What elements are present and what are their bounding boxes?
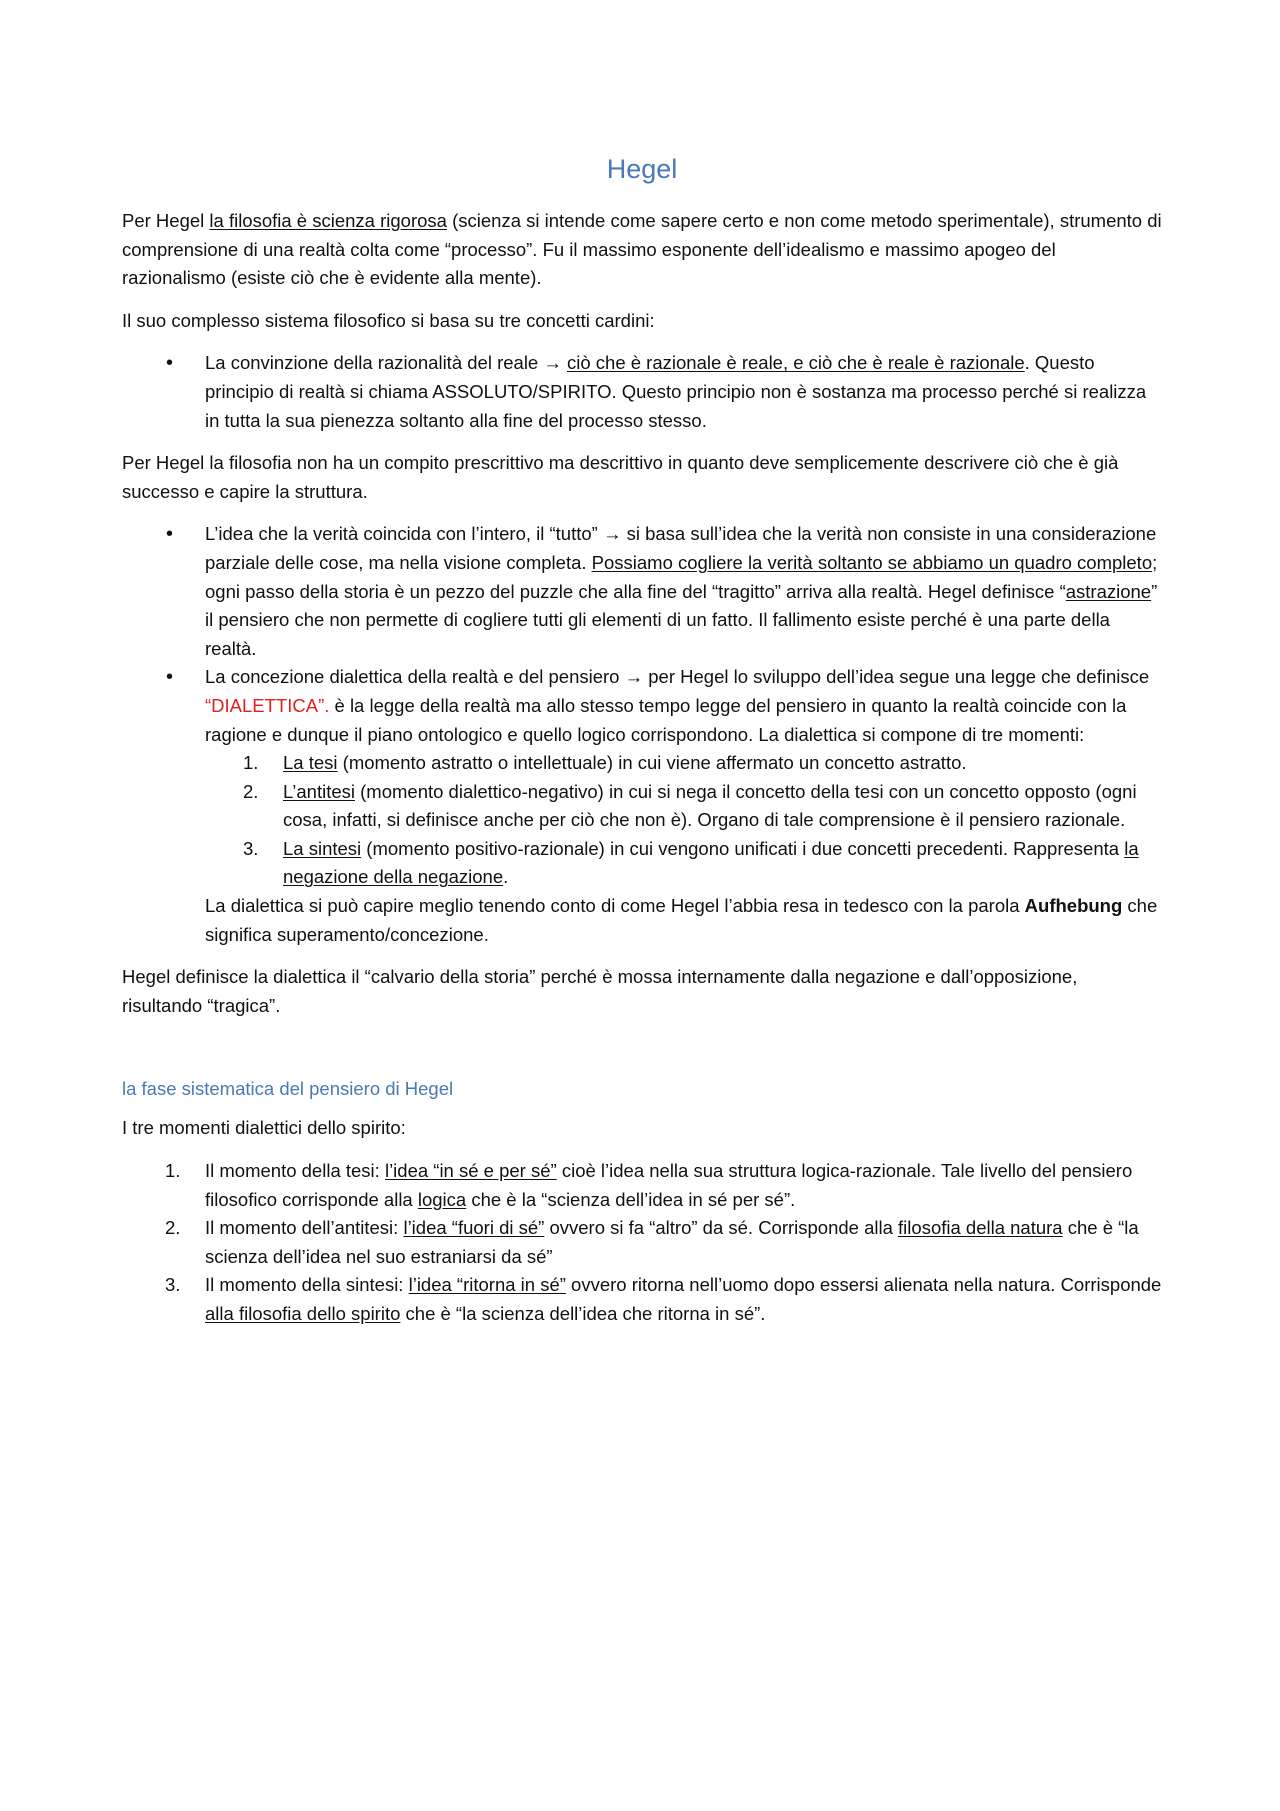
- dialettica-term: “DIALETTICA”.: [205, 694, 330, 716]
- bullet3-text-1: La concezione dialettica della realtà e del pensiero: [205, 666, 625, 688]
- bullet3-text-3: è la legge della realtà ma allo stesso tempo legge del pensiero in quanto la realtà coincide con la ragione e dunque il piano ontologico e quello logico corrispondono. La dialettica si compone di tre momenti:: [205, 694, 1127, 745]
- calvario-paragraph: Hegel definisce la dialettica il “calvario della storia” perché è mossa internamente dalla negazione e dall’opposizione, risultando “tragica”.: [122, 966, 1078, 1016]
- descriptive-paragraph: Per Hegel la filosofia non ha un compito prescrittivo ma descrittivo in quanto deve semplicemente descrivere ciò che è già successo e capire la struttura.: [122, 452, 1119, 502]
- spirit2-underline-2: filosofia della natura: [898, 1217, 1063, 1239]
- aufhebung-term: Aufhebung: [1024, 895, 1123, 917]
- bullet2-text-3: ; ogni passo della storia è un pezzo del puzzle che alla fine del “tragitto” arriva alla realtà. Hegel definisce “: [205, 551, 1158, 602]
- bullet-list-2: [122, 520, 1162, 949]
- bullet3-text-2: per Hegel lo sviluppo dell’idea segue una legge che definisce: [643, 666, 1150, 688]
- spirit3-text-1: Il momento della sintesi:: [205, 1274, 409, 1296]
- spirit3-text-2: ovvero ritorna nell’uomo dopo essersi alienata nella natura. Corrisponde: [565, 1274, 1162, 1296]
- spirit-moments-list: [122, 1157, 1162, 1329]
- spirit2-text-3: che è “la scienza dell’idea nel suo estraniarsi da sé”: [205, 1217, 1139, 1267]
- list-number: 1.: [165, 1160, 181, 1182]
- bullet2-text-2: si basa sull’idea che la verità non consiste in una considerazione parziale delle cose, ma nella visione completa.: [205, 523, 1157, 573]
- spirit2-underline-1: l’idea “fuori di sé”: [403, 1217, 545, 1239]
- moment-tesi-text: (momento astratto o intellettuale) in cui viene affermato un concetto astratto.: [337, 752, 967, 774]
- list-number: 2.: [243, 780, 259, 802]
- intro-underline: la filosofia è scienza rigorosa: [209, 210, 447, 231]
- bullet-list-1: [122, 349, 1162, 435]
- spirit1-text-2: cioè l’idea nella sua struttura logica-razionale. Tale livello del pensiero filosofico corrisponde alla: [205, 1160, 1133, 1210]
- bullet1-text-2: . Questo principio di realtà si chiama ASSOLUTO/SPIRITO. Questo principio non è sostanza ma processo perché si realizza in tutta la sua pienezza soltanto alla fine del processo stesso.: [205, 352, 1147, 431]
- section-intro: I tre momenti dialettici dello spirito:: [122, 1117, 406, 1139]
- moment-sintesi: [243, 835, 1162, 892]
- aufhebung-text-1: La dialettica si può capire meglio tenendo conto di come Hegel l’abbia resa in tedesco con la parola: [205, 895, 1025, 917]
- bullet1-text-1: La convinzione della razionalità del reale: [205, 352, 544, 374]
- intro-paragraph: [122, 207, 1162, 293]
- moment-tesi: [243, 749, 1162, 778]
- spirit-moment-tesi: [165, 1157, 1162, 1214]
- bullet2-text-1: L’idea che la verità coincida con l’intero, il “tutto”: [205, 523, 603, 545]
- moment-sintesi-term: La sintesi: [283, 837, 362, 859]
- moment-antitesi-term: L’antitesi: [283, 780, 355, 802]
- section-heading: la fase sistematica del pensiero di Hegel: [122, 1078, 454, 1100]
- bullet-rationality: [205, 349, 1162, 435]
- intro-text-1: Per Hegel: [122, 210, 210, 231]
- spirit-moment-sintesi: [165, 1271, 1162, 1328]
- moment-sintesi-end: .: [503, 866, 509, 888]
- moment-tesi-term: La tesi: [283, 752, 338, 774]
- bullet2-underline-2: astrazione: [1065, 580, 1152, 602]
- spirit1-text-1: Il momento della tesi:: [205, 1160, 385, 1182]
- aufhebung-note: [205, 892, 1162, 949]
- spirit1-underline-2: logica: [417, 1188, 467, 1210]
- list-number: 3.: [165, 1274, 181, 1296]
- spirit1-underline-1: l’idea “in sé e per sé”: [384, 1160, 557, 1182]
- arrow-icon: →: [543, 352, 562, 374]
- arrow-icon: →: [602, 523, 622, 545]
- moment-antitesi: [243, 778, 1162, 835]
- page-title: Hegel: [606, 154, 678, 184]
- spirit2-text-2: ovvero si fa “altro” da sé. Corrisponde alla: [544, 1217, 899, 1239]
- spirit2-text-1: Il momento dell’antitesi:: [205, 1217, 404, 1239]
- bullet-truth-whole: [205, 520, 1162, 663]
- bullet2-text-4: ” il pensiero che non permette di cogliere tutti gli elementi di un fatto. Il fallimento esiste perché è una parte della realtà.: [205, 580, 1158, 659]
- spirit3-text-3: che è “la scienza dell’idea che ritorna in sé”.: [400, 1303, 766, 1324]
- bullet2-underline-1: Possiamo cogliere la verità soltanto se abbiamo un quadro completo: [591, 551, 1153, 573]
- concepts-intro: Il suo complesso sistema filosofico si basa su tre concetti cardini:: [122, 309, 655, 331]
- bullet-dialectic: [205, 663, 1162, 949]
- moment-antitesi-text: (momento dialettico-negativo) in cui si nega il concetto della tesi con un concetto opposto (ogni cosa, infatti, si definisce anche per ciò che non è). Organo di tale comprensione è il pensiero razionale.: [283, 780, 1137, 831]
- aufhebung-text-2: che significa superamento/concezione.: [205, 895, 1158, 945]
- arrow-icon: →: [624, 666, 644, 688]
- bullet1-underline: ciò che è razionale è reale, e ciò che è reale è razionale: [567, 352, 1025, 374]
- spirit3-underline-2: alla filosofia dello spirito: [205, 1303, 401, 1324]
- intro-text-2: (scienza si intende come sapere certo e non come metodo sperimentale), strumento di comprensione di una realtà colta come “processo”. Fu il massimo esponente dell’idealismo e massimo apogeo del razionalismo (esiste ciò che è evidente alla mente).: [122, 210, 1162, 289]
- list-number: 1.: [243, 752, 259, 774]
- negazione-underline: la negazione della negazione: [283, 837, 1139, 888]
- spirit3-underline-1: l’idea “ritorna in sé”: [408, 1274, 566, 1296]
- moment-sintesi-text: (momento positivo-razionale) in cui vengono unificati i due concetti precedenti. Rappresenta: [361, 837, 1125, 859]
- spirit1-text-3: che è la “scienza dell’idea in sé per sé”.: [466, 1188, 796, 1210]
- spirit-moment-antitesi: [165, 1214, 1162, 1271]
- list-number: 2.: [165, 1217, 181, 1239]
- list-number: 3.: [243, 837, 259, 859]
- dialectic-moments-list: [205, 749, 1162, 892]
